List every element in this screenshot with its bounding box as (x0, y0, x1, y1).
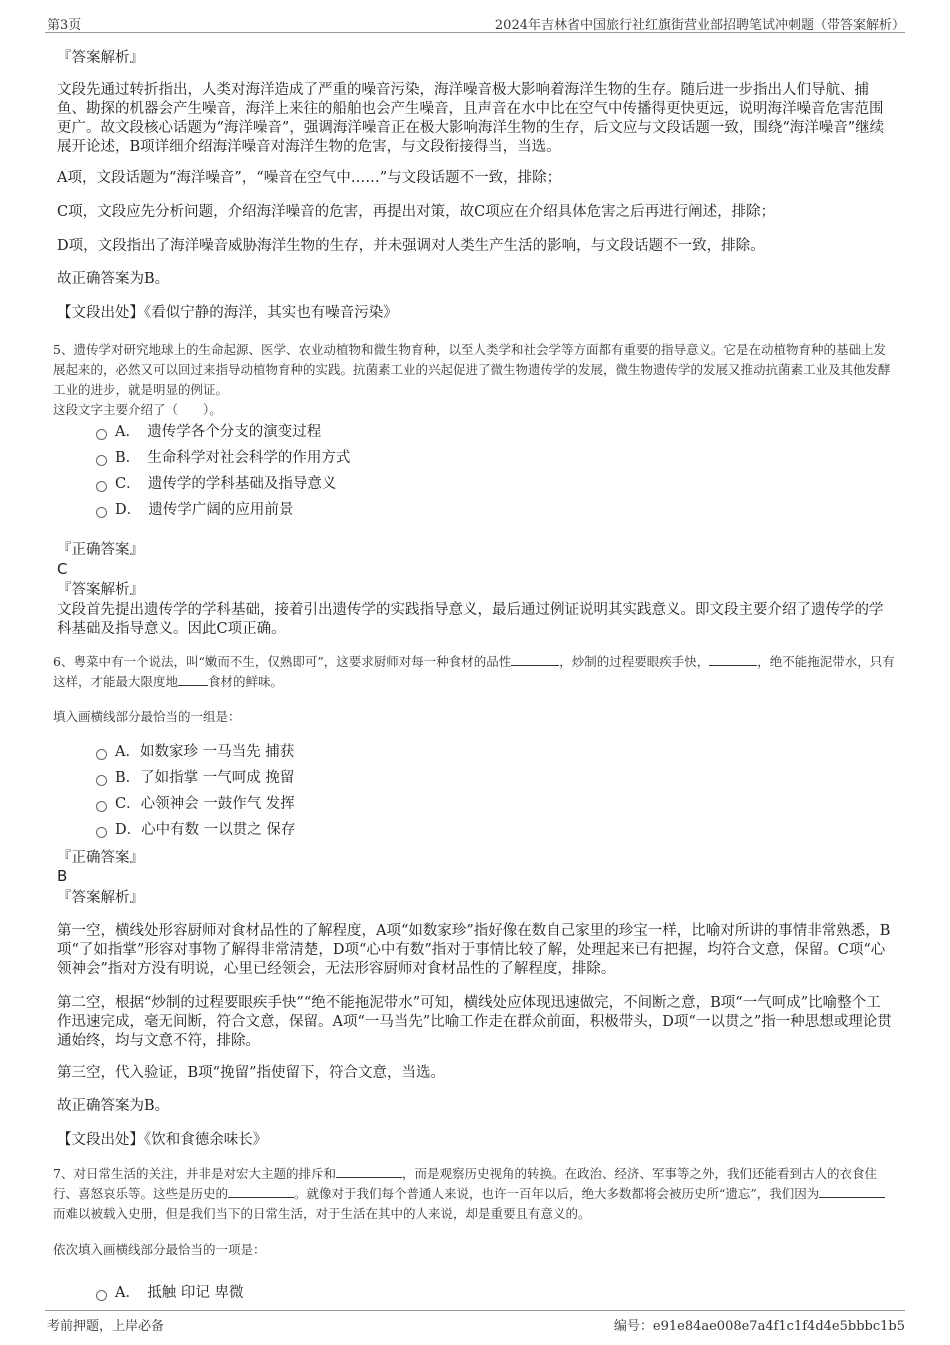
q5-option-b[interactable] (96, 448, 350, 468)
q5-analysis-label: 『答案解析』 (57, 582, 144, 598)
q6-prompt: 填入画横线部分最恰当的一组是： (53, 709, 241, 724)
q6-analysis-para3: 第三空，代入验证，B项“挽留”指使留下，符合文意，当选。 (57, 1065, 445, 1081)
radio-icon[interactable] (96, 801, 107, 812)
q5-option-d-label: D． 遗传学广阔的应用前景 (115, 502, 294, 518)
q7-stem (53, 1164, 895, 1224)
q5-stem: 5、遗传学对研究地球上的生命起源、医学、农业动植物和微生物育种，以至人类学和社会学等方面都有重要的指导意义。它是在动植物育种的基础上发展起来的，必然又可以回过来指导动植物育种的实践。抗菌素工业的兴起促进了微生物遗传学的发展，微生物遗传学的发展又推动抗菌素工业及其他发酵工业的进步，就是明显的例证。 (53, 342, 891, 397)
q5-correct-label: 『正确答案』 (57, 542, 144, 558)
q6-source: 【文段出处】《饮和食德余味长》 (57, 1132, 268, 1148)
q6-blank-2 (709, 652, 757, 666)
q6-option-b[interactable] (96, 768, 294, 788)
q7-blank-1 (336, 1164, 402, 1178)
q7-prompt: 依次填入画横线部分最恰当的一项是： (53, 1242, 266, 1257)
q6-option-c[interactable] (96, 794, 295, 814)
document-title: 2024年吉林省中国旅行社红旗街营业部招聘笔试冲刺题（带答案解析） (494, 18, 905, 33)
q6-stem-part3: ，绝不能拖泥带水，只有这样，才能最大限度地 (53, 654, 895, 689)
radio-icon[interactable] (96, 429, 107, 440)
q5-option-c-label: C． 遗传学的学科基础及指导意义 (115, 476, 337, 492)
q4-analysis-option-a: A项，文段话题为“海洋噪音”，“噪音在空气中……”与文段话题不一致，排除； (57, 170, 562, 186)
q5-option-b-label: B． 生命科学对社会科学的作用方式 (115, 450, 351, 466)
q6-option-d-label: D．心中有数 一以贯之 保存 (115, 822, 296, 838)
q5-option-a-label: A． 遗传学各个分支的演变过程 (115, 424, 322, 440)
q6-analysis-para2: 第二空，根据“炒制的过程要眼疾手快”“绝不能拖泥带水”可知，横线处应体现迅速做完，不间断之意，B项“一气呵成”比喻整个工作迅速完成，毫无间断，符合文意，保留。A项“一马当先”比喻工作走在群众前面，积极带头，D项“一以贯之”指一种思想或理论贯通始终，均与文意不符，排除。 (57, 995, 892, 1049)
q5-option-a[interactable] (96, 422, 321, 442)
radio-icon[interactable] (96, 775, 107, 786)
q4-conclusion: 故正确答案为B。 (57, 271, 170, 287)
footer-rule (45, 1310, 905, 1311)
q6-conclusion: 故正确答案为B。 (57, 1098, 170, 1114)
q4-analysis-para1: 文段先通过转折指出，人类对海洋造成了严重的噪音污染，海洋噪音极大影响着海洋生物的生存。随后进一步指出人们导航、捕鱼、勘探的机器会产生噪音，海洋上来往的船舶也会产生噪音，且声音在水中比在空气中传播得更快更远，说明海洋噪音危害范围更广。故文段核心话题为“海洋噪音”，强调海洋噪音正在极大影响海洋生物的生存，后文应与文段话题一致，围绕“海洋噪音”继续展开论述，B项详细介绍海洋噪音对海洋生物的危害，与文段衔接得当，当选。 (57, 82, 885, 155)
q6-stem (53, 652, 895, 692)
page-footer (0, 1306, 950, 1345)
header-rule (45, 32, 905, 33)
q5-prompt: 这段文字主要介绍了（ ）。 (53, 402, 222, 417)
q6-stem-part1: 6、粤菜中有一个说法，叫“嫩而不生，仅熟即可”，这要求厨师对每一种食材的品性 (53, 654, 512, 669)
q6-option-a[interactable] (96, 742, 294, 762)
footer-slogan: 考前押题，上岸必备 (47, 1319, 165, 1334)
radio-icon[interactable] (96, 1290, 107, 1301)
q5-option-d[interactable] (96, 500, 293, 520)
q6-analysis-label: 『答案解析』 (57, 890, 144, 906)
q7-option-a[interactable] (96, 1283, 243, 1303)
q6-correct-answer: B (57, 867, 68, 885)
q4-analysis-option-d: D项，文段指出了海洋噪音威胁海洋生物的生存，并未强调对人类生产生活的影响，与文段话题不一致，排除。 (57, 238, 765, 254)
q5-option-c[interactable] (96, 474, 336, 494)
radio-icon[interactable] (96, 749, 107, 760)
q6-stem-part2: ，炒制的过程要眼疾手快， (559, 654, 710, 669)
footer-serial-number: 编号：e91e84ae008e7a4f1c1f4d4e5bbbc1b5 (613, 1319, 905, 1334)
q7-stem-part4: 而难以被载入史册，但是我们当下的日常生活，对于生活在其中的人来说，却是重要且有意义的。 (53, 1206, 591, 1221)
page-header (0, 0, 950, 34)
q6-correct-label: 『正确答案』 (57, 850, 144, 866)
q7-stem-part3: 。就像对于我们每个普通人来说，也许一百年以后，绝大多数都将会被历史所“遗忘”，我们因为 (294, 1186, 820, 1201)
q7-blank-3 (819, 1184, 885, 1198)
q6-blank-1 (511, 652, 559, 666)
page-number: 第3页 (47, 18, 82, 33)
q7-stem-part2: ，而是观察历史视角的转换。在政治、经济、军事等之外，我们还能看到古人的衣食住行、喜怒哀乐等。这些是历史的 (53, 1166, 877, 1201)
q6-option-b-label: B．了如指掌 一气呵成 挽留 (115, 770, 295, 786)
q5-analysis: 文段首先提出遗传学的学科基础，接着引出遗传学的实践指导意义，最后通过例证说明其实践意义。即文段主要介绍了遗传学的学科基础及指导意义。因此C项正确。 (57, 602, 884, 637)
q4-analysis-label: 『答案解析』 (57, 50, 144, 66)
radio-icon[interactable] (96, 481, 107, 492)
radio-icon[interactable] (96, 507, 107, 518)
q6-option-d[interactable] (96, 820, 295, 840)
q7-blank-2 (228, 1184, 294, 1198)
q6-blank-3 (178, 672, 208, 686)
q4-analysis-option-c: C项，文段应先分析问题，介绍海洋噪音的危害，再提出对策，故C项应在介绍具体危害之后再进行阐述，排除； (57, 204, 776, 220)
radio-icon[interactable] (96, 827, 107, 838)
q5-correct-answer: C (57, 560, 68, 578)
q6-option-c-label: C．心领神会 一鼓作气 发挥 (115, 796, 295, 812)
q7-stem-part1: 7、对日常生活的关注，并非是对宏大主题的排斥和 (53, 1166, 336, 1181)
q4-source: 【文段出处】《看似宁静的海洋，其实也有噪音污染》 (57, 305, 398, 321)
q7-option-a-label: A． 抵触 印记 卑微 (115, 1285, 244, 1301)
q6-option-a-label: A．如数家珍 一马当先 捕获 (115, 744, 295, 760)
q6-stem-part4: 食材的鲜味。 (208, 674, 284, 689)
q6-analysis-para1: 第一空，横线处形容厨师对食材品性的了解程度，A项“如数家珍”指好像在数自己家里的珍宝一样，比喻对所讲的事情非常熟悉，B项“了如指掌”形容对事物了解得非常清楚，D项“心中有数”指对于事情比较了解，处理起来已有把握，均符合文意，保留。C项“心领神会”指对方没有明说，心里已经领会，无法形容厨师对食材品性的了解程度，排除。 (57, 923, 891, 977)
radio-icon[interactable] (96, 455, 107, 466)
